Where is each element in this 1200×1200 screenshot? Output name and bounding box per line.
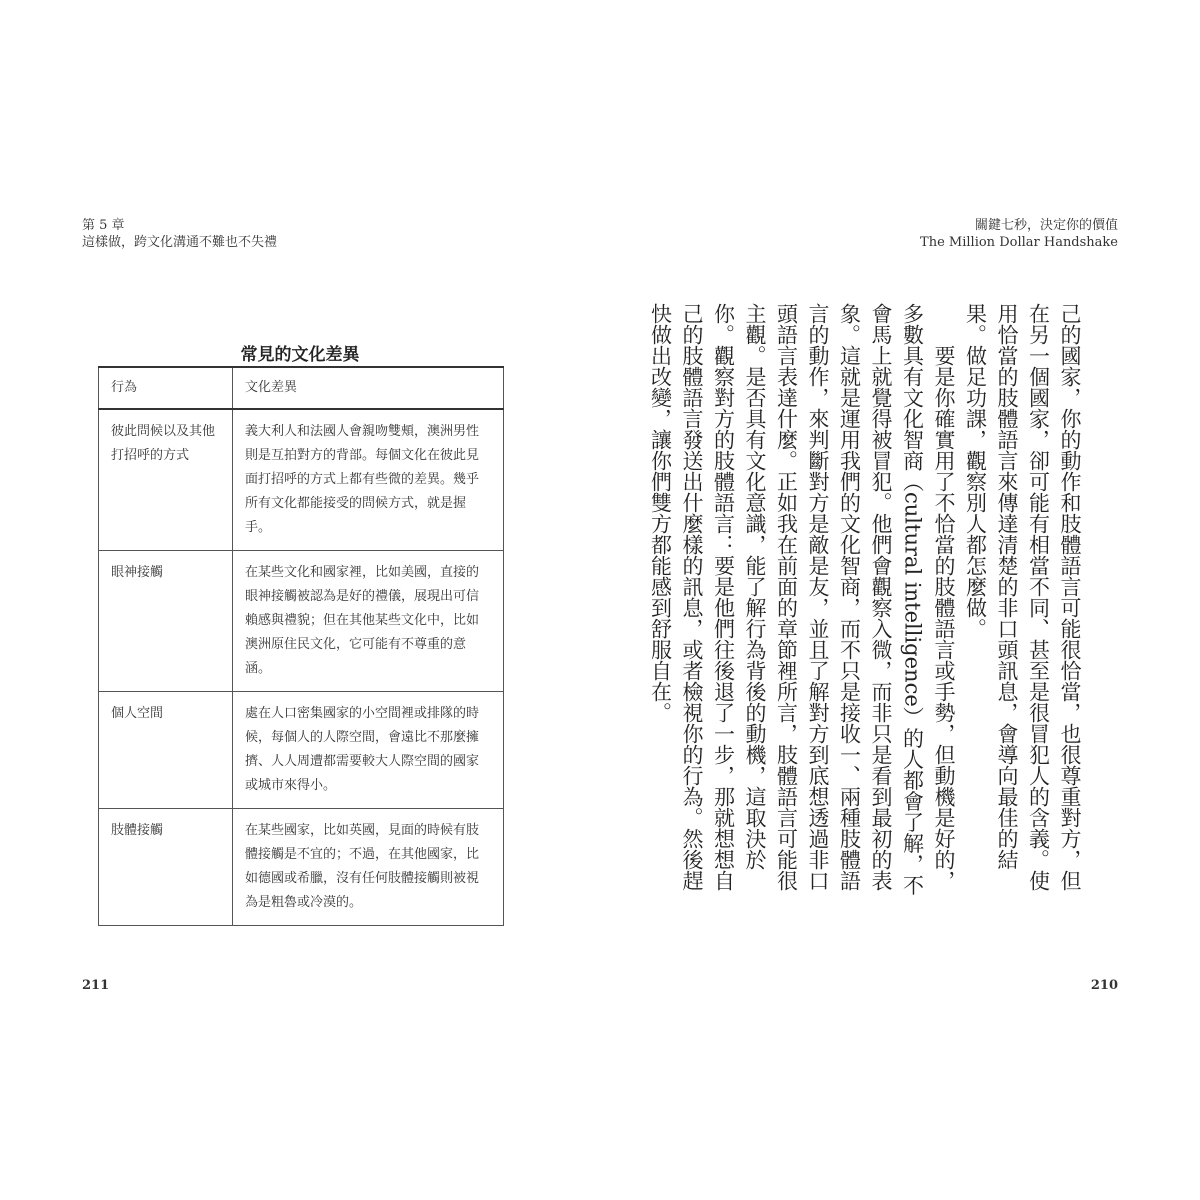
table-header-row	[99, 367, 504, 409]
column-header-behavior: 行為	[99, 367, 233, 409]
behavior-cell: 肢體接觸	[99, 809, 233, 926]
right-running-header	[920, 217, 1118, 251]
difference-cell: 在某些國家，比如英國，見面的時候有肢體接觸是不宜的；不過，在其他國家，比如德國或希臘，沒有任何肢體接觸則被視為是粗魯或冷漠的。	[233, 809, 504, 926]
body-paragraph: 己的國家，你的動作和肢體語言可能很恰當，也很尊重對方，但在另一個國家，卻可能有相當不同、甚至是很冒犯人的含義。使用恰當的肢體語言來傳達清楚的非口頭訊息，會導向最佳的結果。做足功課，觀察別人都怎麼做。	[963, 303, 1082, 891]
table-row	[99, 551, 504, 692]
column-header-difference: 文化差異	[233, 367, 504, 409]
book-title-en: The Million Dollar Handshake	[920, 235, 1118, 250]
chapter-label: 第 5 章	[82, 218, 125, 233]
difference-cell: 在某些文化和國家裡，比如美國，直接的眼神接觸被認為是好的禮儀，展現出可信賴感與禮貌；但在其他某些文化中，比如澳洲原住民文化，它可能有不尊重的意涵。	[233, 551, 504, 692]
behavior-cell: 個人空間	[99, 692, 233, 809]
table-row	[99, 409, 504, 551]
difference-cell: 義大利人和法國人會親吻雙頰，澳洲男性則是互拍對方的背部。每個文化在彼此見面打招呼的方式上都有些微的差異。幾乎所有文化都能接受的問候方式，就是握手。	[233, 409, 504, 551]
body-paragraph: 要是你確實用了不恰當的肢體語言或手勢，但動機是好的，多數具有文化智商（cultural intelligence）的人都會了解，不會馬上就覺得被冒犯。他們會觀察入微，而非只是看到最初的表象。這就是運用我們的文化智商，而不只是接收一、兩種肢體語言的動作，來判斷對方是敵是友，並且了解對方到底想透過非口頭語言表達什麼。正如我在前面的章節裡所言，肢體語言可能很主觀。是否具有文化意識，能了解行為背後的動機，這取決於你。觀察對方的肢體語言：要是他們往後退了一步，那就想想自己的肢體語言發送出什麼樣的訊息，或者檢視你的行為。然後趕快做出改變，讓你們雙方都能感到舒服自在。	[648, 303, 956, 896]
table-row	[99, 809, 504, 926]
behavior-cell: 眼神接觸	[99, 551, 233, 692]
left-page-number: 211	[82, 978, 110, 993]
table-row	[99, 692, 504, 809]
chapter-subtitle: 這樣做，跨文化溝通不難也不失禮	[82, 235, 278, 250]
difference-cell: 處在人口密集國家的小空間裡或排隊的時候，每個人的人際空間，會遠比不那麼擁擠、人人周遭都需要較大人際空間的國家或城市來得小。	[233, 692, 504, 809]
table-title: 常見的文化差異	[240, 345, 360, 365]
book-title-zh: 關鍵七秒，決定你的價值	[974, 218, 1118, 233]
vertical-body-text	[648, 303, 1085, 903]
behavior-cell: 彼此問候以及其他打招呼的方式	[99, 409, 233, 551]
right-page-number: 210	[1090, 978, 1118, 993]
left-running-header	[82, 217, 277, 251]
cultural-differences-table	[98, 366, 504, 926]
